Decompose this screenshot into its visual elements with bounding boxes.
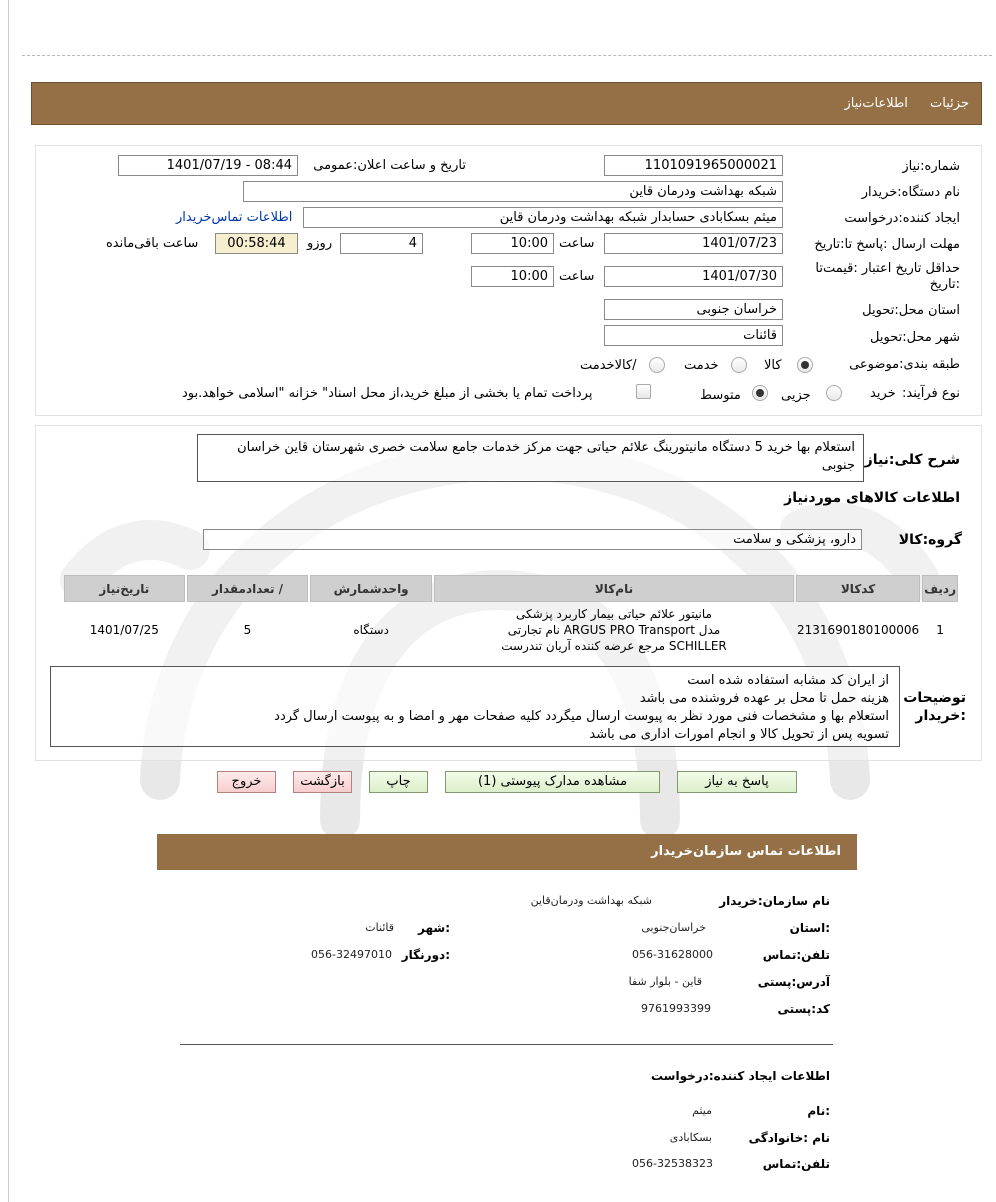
goods-table xyxy=(62,573,960,658)
validity-date-field: 1401/07/30 xyxy=(604,266,783,287)
contact-address-label: آدرس:پستی xyxy=(757,975,830,989)
validity-label-line1: حداقل تاریخ اعتبار :قیمت‌تا xyxy=(815,261,960,276)
creator-phone-label: تلفن:تماس xyxy=(762,1157,830,1171)
remaining-time-field: 00:58:44 xyxy=(215,233,298,254)
buyer-notes-label-line1: توضیحات xyxy=(903,690,966,706)
contact-phone-value: 056-31628000 xyxy=(632,948,713,961)
category-service-radio[interactable] xyxy=(731,357,747,373)
org-name-value: شبکه بهداشت ودرمان‌قاین xyxy=(530,894,652,907)
creator-phone-value: 056-32538323 xyxy=(632,1157,713,1170)
deadline-hour-label: ساعت xyxy=(559,236,595,251)
treasury-payment-text: پرداخت تمام یا بخشی از مبلغ خرید،از محل اسناد" خزانه "اسلامی خواهد.بود xyxy=(182,386,593,401)
process-medium-radio[interactable] xyxy=(752,385,768,401)
remaining-label: ساعت باقی‌مانده xyxy=(106,236,199,251)
buyer-note-line: از ایران کد مشابه استفاده شده است xyxy=(687,673,889,688)
buyer-notes-box xyxy=(50,666,900,747)
description-label: شرح کلی:نیاز xyxy=(864,452,960,468)
city-label: شهر محل:تحویل xyxy=(870,330,960,345)
table-row xyxy=(64,604,958,656)
reply-button[interactable]: پاسخ به نیاز xyxy=(677,771,797,793)
process-minor-radio[interactable] xyxy=(826,385,842,401)
deadline-label: مهلت ارسال :پاسخ تا:تاریخ xyxy=(814,237,960,252)
category-goods-radio[interactable] xyxy=(797,357,813,373)
treasury-payment-checkbox[interactable] xyxy=(636,384,651,399)
buyer-label: نام دستگاه:خریدار xyxy=(861,185,960,200)
deadline-date-field: 1401/07/23 xyxy=(604,233,783,254)
contact-section-header: اطلاعات تماس سازمان‌خریدار xyxy=(157,834,857,870)
tab-need-info[interactable]: اطلاعات‌نیاز xyxy=(844,96,908,111)
creator-label: ایجاد کننده:درخواست xyxy=(844,211,960,226)
creator-name-value: میثم xyxy=(692,1104,712,1117)
validity-time-field: 10:00 xyxy=(471,266,554,287)
cell-unit: دستگاه xyxy=(353,623,389,637)
category-label: طبقه بندی:موضوعی xyxy=(849,357,960,372)
col-row: ردیف xyxy=(922,575,958,602)
cell-name-line2: مدل ARGUS PRO Transport نام تجارتی xyxy=(507,623,721,637)
cell-name-line3: SCHILLER مرجع عرضه کننده آریان تندرست xyxy=(501,639,727,653)
contact-phone-label: تلفن:تماس xyxy=(762,948,830,962)
buyer-note-line: تسویه پس از تحویل کالا و انجام امورات اداری می باشد xyxy=(589,727,889,742)
deadline-time-field: 10:00 xyxy=(471,233,554,254)
contact-province-value: خراسان‌جنوبی xyxy=(641,921,706,934)
description-text-box: استعلام بها خرید 5 دستگاه مانیتورینگ علائم حیاتی جهت مرکز خدمات جامع سلامت خصری شهرستان قاین خراسان جنوبی xyxy=(197,434,864,482)
province-field: خراسان جنوبی xyxy=(604,299,783,320)
contact-separator xyxy=(180,1044,833,1045)
goods-info-heading: اطلاعات کالاهای موردنیاز xyxy=(784,490,960,506)
cell-row: 1 xyxy=(936,623,944,637)
cell-qty: 5 xyxy=(243,623,252,637)
validity-label-line2: :تاریخ xyxy=(929,277,960,292)
buyer-note-line: هزینه حمل تا محل بر عهده فروشنده می باشد xyxy=(639,691,889,706)
need-number-label: شماره:نیاز xyxy=(902,159,960,174)
city-field: قائنات xyxy=(604,325,783,346)
category-service-label: خدمت xyxy=(684,358,719,373)
top-dotted-divider xyxy=(22,55,992,56)
contact-city-value: قائنات xyxy=(365,921,394,934)
days-field: 4 xyxy=(340,233,423,254)
contact-postal-label: کد:پستی xyxy=(777,1002,830,1016)
province-label: استان محل:تحویل xyxy=(862,303,960,318)
cell-name xyxy=(434,604,794,656)
process-type-label: نوع فرآیند: xyxy=(902,386,960,401)
buyer-field: شبکه بهداشت ودرمان قاین xyxy=(243,181,783,202)
creator-field: میثم بسکابادی حسابدار شبکه بهداشت ودرمان قاین xyxy=(303,207,783,228)
creator-family-label: نام :خانوادگی xyxy=(748,1131,830,1145)
process-buy-label: خرید xyxy=(870,386,896,401)
col-unit: واحدشمارش xyxy=(310,575,432,602)
creator-name-label: :نام xyxy=(807,1104,830,1118)
announce-date-field: 1401/07/19 - 08:44 xyxy=(118,155,298,176)
announce-date-label: تاریخ و ساعت اعلان:عمومی xyxy=(313,158,466,173)
contact-postal-value: 9761993399 xyxy=(641,1002,711,1015)
process-minor-label: جزیی xyxy=(781,388,811,403)
contact-city-label: :شهر xyxy=(418,921,450,935)
left-border-line xyxy=(8,0,9,1202)
process-medium-label: متوسط xyxy=(700,388,741,403)
contact-address-value: قاین - بلوار شفا xyxy=(628,975,702,988)
col-code: کدکالا xyxy=(796,575,920,602)
contact-fax-label: :دورنگار xyxy=(401,948,450,962)
creator-family-value: بسکابادی xyxy=(669,1131,712,1144)
tab-details[interactable]: جزئیات xyxy=(930,96,969,111)
creator-info-heading: اطلاعات ایجاد کننده:درخواست xyxy=(650,1069,830,1083)
need-number-field: 1101091965000021 xyxy=(604,155,783,176)
category-goods-label: کالا xyxy=(764,358,782,373)
col-name: نام‌کالا xyxy=(434,575,794,602)
org-name-label: نام سازمان:خریدار xyxy=(719,894,830,908)
goods-group-label: گروه:کالا xyxy=(898,532,962,548)
buyer-contact-link[interactable]: اطلاعات تماس‌خریدار xyxy=(176,210,293,225)
validity-hour-label: ساعت xyxy=(559,269,595,284)
days-label: روزو xyxy=(307,236,333,251)
view-attachments-button[interactable]: مشاهده مدارک پیوستی (1) xyxy=(445,771,660,793)
back-button[interactable]: بازگشت xyxy=(293,771,352,793)
cell-code: 2131690180100006 xyxy=(796,623,920,637)
buyer-notes-label-line2: :خریدار xyxy=(915,708,966,724)
category-goods-service-radio[interactable] xyxy=(649,357,665,373)
buyer-note-line: استعلام بها و مشخصات فنی مورد نظر به پیوست ارسال میگردد کلیه صفحات مهر و امضا و به پیوست ارسال گردد xyxy=(274,709,889,724)
contact-fax-value: 056-32497010 xyxy=(311,948,392,961)
cell-name-line1: مانیتور علائم حیاتی بیمار کاربرد پزشکی xyxy=(516,607,712,621)
contact-province-label: :استان xyxy=(789,921,830,935)
print-button[interactable]: چاپ xyxy=(369,771,428,793)
cell-date: 1401/07/25 xyxy=(89,623,159,637)
exit-button[interactable]: خروج xyxy=(217,771,276,793)
category-goods-service-label: /کالاخدمت xyxy=(580,358,637,373)
col-date: تاریخ‌نیاز xyxy=(64,575,185,602)
col-qty: / تعدادمقدار xyxy=(187,575,309,602)
page-header-bar xyxy=(31,82,982,125)
goods-group-field: دارو، پزشکی و سلامت xyxy=(203,529,862,550)
